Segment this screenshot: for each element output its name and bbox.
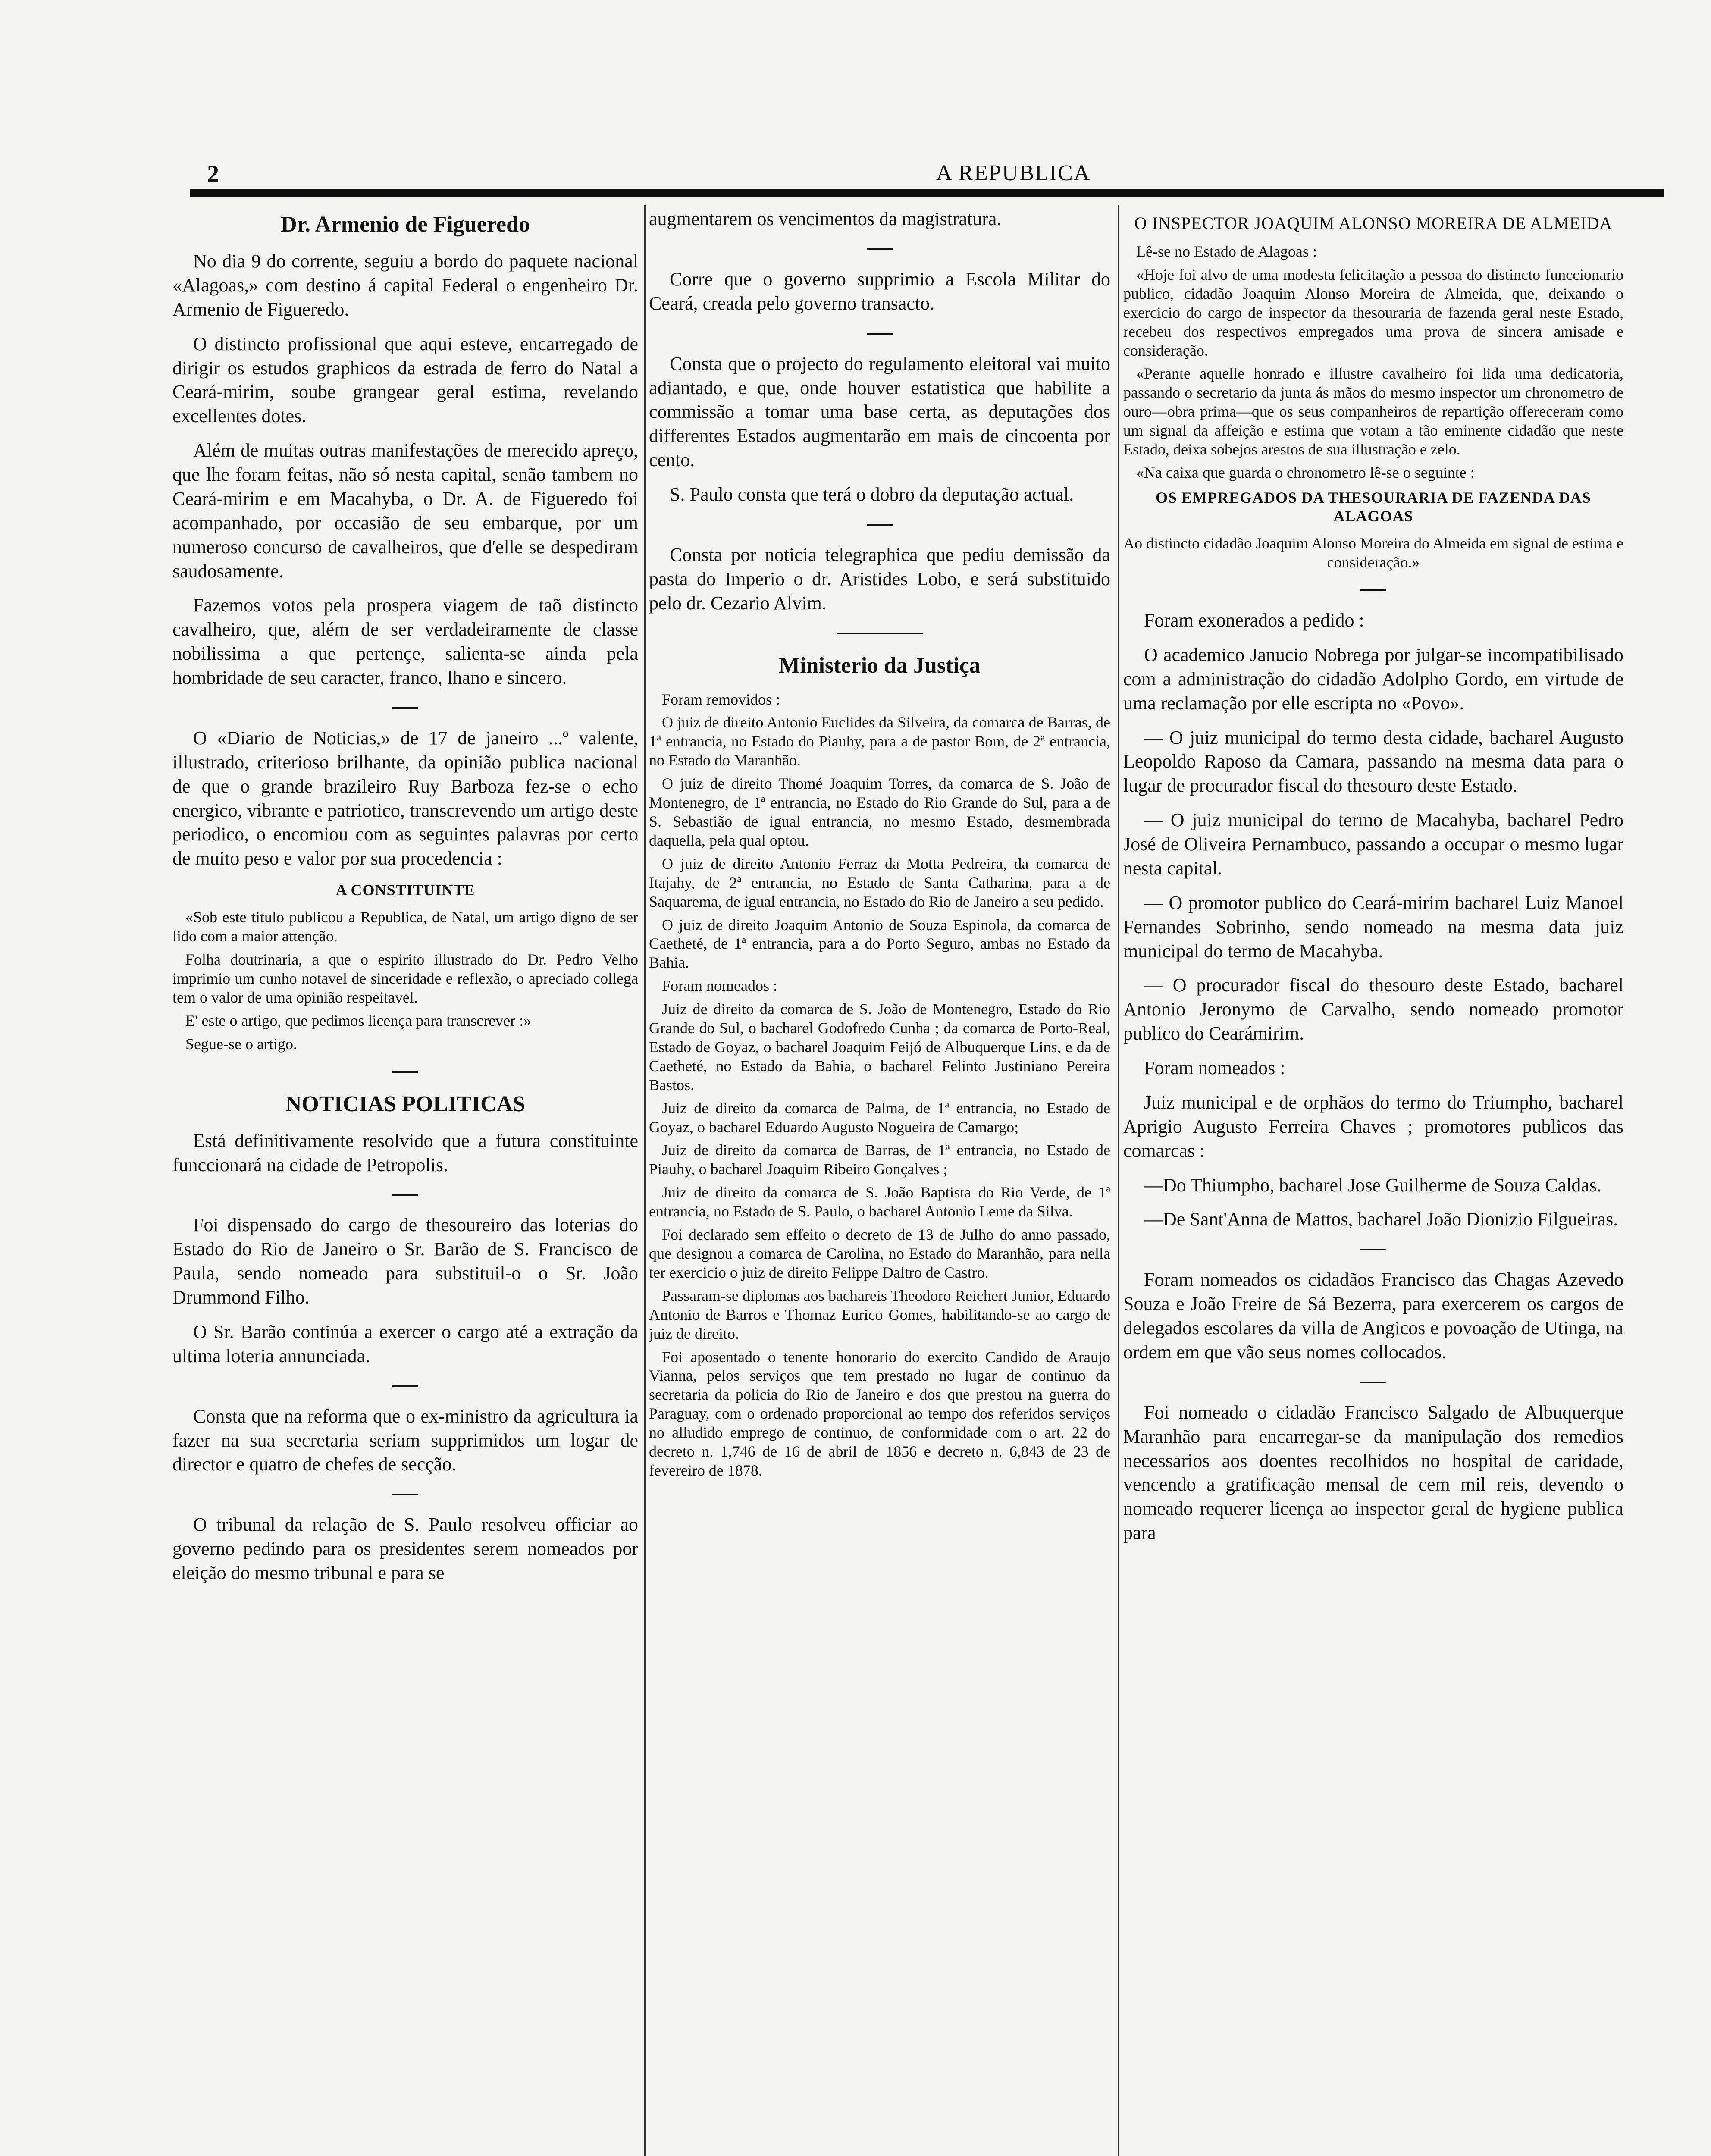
article-paragraph: O distincto profissional que aqui esteve, encarregado de dirigir os estudos graphicos da estrada de ferro do Natal a Ceará-mirim, soube grangear geral estima, revelando excellentes dotes. xyxy=(172,333,638,427)
separator xyxy=(649,328,1110,340)
news-paragraph: Consta por noticia telegraphica que pediu demissão da pasta do Imperio o dr. Aristides Lobo, e será substituido pelo dr. Cezario Alvim. xyxy=(649,544,1110,614)
news-paragraph: O tribunal da relação de S. Paulo resolveu officiar ao governo pedindo para os presidentes serem nomeados por eleição do mesmo tribunal e para se xyxy=(172,1514,638,1584)
ministry-paragraph: Juiz de direito da comarca de Barras, de 1ª entrancia, no Estado de Piauhy, o bacharel Joaquim Ribeiro Gonçalves ; xyxy=(649,1141,1110,1178)
appointment-paragraph: — O promotor publico do Ceará-mirim bacharel Luiz Manoel Fernandes Sobrinho, sendo nomeado na mesma data juiz municipal do termo de Macahyba. xyxy=(1123,892,1623,962)
article-paragraph: No dia 9 do corrente, seguiu a bordo do paquete nacional «Alagoas,» com destino á capital Federal o engenheiro Dr. Armenio de Figueredo. xyxy=(172,251,638,320)
separator xyxy=(172,1189,638,1201)
column-2 xyxy=(649,207,1110,2156)
section-heading: Ministerio da Justiça xyxy=(779,653,981,678)
article-paragraph: Lê-se no Estado de Alagoas : xyxy=(1136,243,1317,260)
article-subheading: A CONSTITUINTE xyxy=(335,881,475,899)
article-paragraph: «Perante aquelle honrado e illustre cavalheiro foi lida uma dedicatoria, passando o secretario da junta ás mãos do mesmo inspector um chronometro de ouro—obra prima—que os seus companheiros de repartição offereceram como um signal da affeição e estima que votam a tão eminente cidadão que neste Estado, deixa sobejos arestos de sua illustração e zelo. xyxy=(1123,365,1623,458)
news-paragraph: O Sr. Barão continúa a exercer o cargo até a extração da ultima loteria annunciada. xyxy=(172,1321,638,1366)
news-paragraph: Corre que o governo supprimio a Escola Militar do Ceará, creada pelo governo transacto. xyxy=(649,268,1110,314)
separator xyxy=(649,519,1110,531)
appointment-paragraph: —Do Thiumpho, bacharel Jose Guilherme de Souza Caldas. xyxy=(1144,1174,1602,1196)
separator xyxy=(649,243,1110,255)
appointment-paragraph: Foram nomeados os cidadãos Francisco das Chagas Azevedo Souza e João Freire de Sá Bezerra, para exercerem os cargos de delegados escolares da villa de Angicos e povoação de Utinga, na ordem em que vão seus nomes collocados. xyxy=(1123,1269,1623,1363)
quote-paragraph: Segue-se o artigo. xyxy=(185,1035,297,1053)
separator xyxy=(172,1489,638,1501)
section-heading: NOTICIAS POLITICAS xyxy=(285,1091,526,1116)
article-paragraph: «Hoje foi alvo de uma modesta felicitação a pessoa do distincto funccionario publico, cidadão Joaquim Alonso Moreira de Almeida, que, deixando o exercicio do cargo de inspector da thesouraria de fazenda geral neste Estado, recebeu dos respectivos empregados uma prova de sincera amisade e consideração. xyxy=(1123,266,1623,359)
ministry-paragraph: O juiz de direito Thomé Joaquim Torres, da comarca de S. João de Montenegro, de 1ª entrancia, no Estado do Rio Grande do Sul, para a de S. Sebastião de igual entrancia, no mesmo Estado, desmembrada daquella, pela qual optou. xyxy=(649,775,1110,849)
masthead-title: A REPUBLICA xyxy=(936,161,1091,185)
article-paragraph: O «Diario de Noticias,» de 17 de janeiro ...º valente, illustrado, criterioso brilhante, da opinião publica nacional de que o grande brazileiro Ruy Barboza fez-se o echo energico, vibrante e patriotico, transcrevendo um artigo deste periodico, o encomiou com as seguintes palavras por certo de muito peso e valor por sua procedencia : xyxy=(172,727,638,869)
separator xyxy=(649,627,1110,639)
separator xyxy=(172,1066,638,1078)
news-paragraph: Está definitivamente resolvido que a futura constituinte funccionará na cidade de Petropolis. xyxy=(172,1130,638,1175)
separator xyxy=(1123,584,1623,596)
quote-paragraph: E' este o artigo, que pedimos licença para transcrever :» xyxy=(185,1012,532,1029)
article-paragraph: Além de muitas outras manifestações de merecido apreço, que lhe foram feitas, não só nesta capital, senão tambem no Ceará-mirim e em Macahyba, o Dr. A. de Figueredo foi acompanhado, por occasião de seu embarque, por um numeroso concurso de cavalheiros, que d'elle se despediram saudosamente. xyxy=(172,440,638,582)
ministry-paragraph: Passaram-se diplomas aos bachareis Theodoro Reichert Junior, Eduardo Antonio de Barros e Thomaz Eurico Gomes, habilitando-se ao cargo de juiz de direito. xyxy=(649,1287,1110,1342)
quote-paragraph: «Sob este titulo publicou a Republica, de Natal, um artigo digno de ser lido com a maior attenção. xyxy=(172,909,638,945)
ministry-paragraph: Juiz de direito da comarca de S. João Baptista do Rio Verde, de 1ª entrancia, no Estado de S. Paulo, o bacharel Antonio Leme da Silva. xyxy=(649,1184,1110,1220)
ministry-paragraph: Foi aposentado o tenente honorario do exercito Candido de Araujo Vianna, pelos serviços que tem prestado no lugar de continuo da secretaria da policia do Rio de Janeiro e dos que prestou na guerra do Paraguay, com o ordenado proporcional ao tempo dos referidos serviços no alludido emprego de continuo, de conformidade com o art. 22 do decreto n. 1,746 de 16 de abril de 1856 e decreto n. 6,843 de 23 de fevereiro de 1878. xyxy=(649,1348,1110,1479)
news-paragraph: Consta que na reforma que o ex-ministro da agricultura ia fazer na sua secretaria seriam supprimidos um logar de director e quatro de chefes de secção. xyxy=(172,1405,638,1475)
appointment-paragraph: — O juiz municipal do termo de Macahyba, bacharel Pedro José de Oliveira Pernambuco, passando a occupar o mesmo lugar nesta capital. xyxy=(1123,809,1623,879)
ministry-paragraph: Foi declarado sem effeito o decreto de 13 de Julho do anno passado, que designou a comarca de Carolina, no Estado do Maranhão, para nella ter exercicio o juiz de direito Felippe Daltro de Castro. xyxy=(649,1226,1110,1281)
dedication-heading: OS EMPREGADOS DA THESOURARIA DE FAZENDA DAS ALAGOAS xyxy=(1156,489,1591,525)
article-heading: O INSPECTOR JOAQUIM ALONSO MOREIRA DE ALMEIDA xyxy=(1134,213,1613,233)
ministry-paragraph: Foram nomeados : xyxy=(662,977,777,995)
appointment-paragraph: — O procurador fiscal do thesouro deste Estado, bacharel Antonio Jeronymo de Carvalho, sendo nomeado promotor publico do Cearámirim. xyxy=(1123,975,1623,1044)
appointment-paragraph: O academico Janucio Nobrega por julgar-se incompatibilisado com a administração do cidadão Adolpho Gordo, em virtude de uma reclamação por elle escripta no «Povo». xyxy=(1123,644,1623,714)
ministry-paragraph: O juiz de direito Joaquim Antonio de Souza Espinola, da comarca de Caetheté, de 1ª entrancia, para a do Porto Seguro, ambas no Estado da Bahia. xyxy=(649,916,1110,971)
news-paragraph: augmentarem os vencimentos da magistratura. xyxy=(649,208,1002,229)
appointment-paragraph: Juiz municipal e de orphãos do termo do Triumpho, bacharel Aprigio Augusto Ferreira Chaves ; promotores publicos das comarcas : xyxy=(1123,1091,1623,1161)
news-paragraph: S. Paulo consta que terá o dobro da deputação actual. xyxy=(670,484,1074,505)
article-heading: Dr. Armenio de Figueredo xyxy=(281,212,530,237)
ministry-paragraph: Juiz de direito da comarca de S. João de Montenegro, Estado do Rio Grande do Sul, o bacharel Godofredo Cunha ; da comarca de Porto-Real, Estado de Goyaz, o bacharel Joaquim Feijó de Albuquerque Lins, e da de Caetheté, no Estado da Bahia, o bacharel Felinto Justiniano Pereira Bastos. xyxy=(649,1000,1110,1094)
news-paragraph: Consta que o projecto do regulamento eleitoral vai muito adiantado, e que, onde houver estatistica que habilite a commissão a tomar uma base certa, as deputações dos differentes Estados augmentarão em mais de cincoenta por cento. xyxy=(649,353,1110,471)
ministry-paragraph: Foram removidos : xyxy=(662,690,780,708)
separator xyxy=(172,1380,638,1392)
page-number: 2 xyxy=(207,161,219,188)
ministry-paragraph: O juiz de direito Antonio Euclides da Silveira, da comarca de Barras, de 1ª entrancia, no Estado do Piauhy, para a de pastor Bom, de 2ª entrancia, no Estado do Maranhão. xyxy=(649,714,1110,769)
dedication-text: Ao distincto cidadão Joaquim Alonso Moreira do Almeida em signal de estima e consideração.» xyxy=(1123,535,1623,571)
column-1 xyxy=(172,207,638,2156)
separator xyxy=(172,702,638,714)
article-paragraph: Fazemos votos pela prospera viagem de taõ distincto cavalheiro, que, além de ser verdadeiramente de classe nobilissima a que pertençe, salienta-se ainda pela hombridade de seu caracter, franco, lhano e sincero. xyxy=(172,595,638,689)
ministry-paragraph: Juiz de direito da comarca de Palma, de 1ª entrancia, no Estado de Goyaz, o bacharel Eduardo Augusto Nogueira de Camargo; xyxy=(649,1099,1110,1136)
column-rule xyxy=(1118,205,1119,2156)
column-rule xyxy=(644,205,646,2156)
article-paragraph: «Na caixa que guarda o chronometro lê-se o seguinte : xyxy=(1136,464,1475,481)
separator xyxy=(1123,1376,1623,1388)
ministry-paragraph: O juiz de direito Antonio Ferraz da Motta Pedreira, da comarca de Itajahy, de 2ª entrancia, no Estado de Santa Catharina, para a de Saquarema, de igual entrancia, no Estado do Rio de Janeiro a seu pedido. xyxy=(649,855,1110,910)
appointment-paragraph: —De Sant'Anna de Mattos, bacharel João Dionizio Filgueiras. xyxy=(1144,1209,1618,1230)
appointment-paragraph: — O juiz municipal do termo desta cidade, bacharel Augusto Leopoldo Raposo da Camara, passando na mesma data para o lugar de procurador fiscal do thesouro deste Estado. xyxy=(1123,727,1623,796)
appointment-paragraph: Foram nomeados : xyxy=(1144,1057,1285,1079)
news-paragraph: Foi dispensado do cargo de thesoureiro das loterias do Estado do Rio de Janeiro o Sr. Barão de S. Francisco de Paula, sendo nomeado para substituil-o o Sr. João Drummond Filho. xyxy=(172,1214,638,1308)
separator xyxy=(1123,1244,1623,1256)
quote-paragraph: Folha doutrinaria, a que o espirito illustrado do Dr. Pedro Velho imprimio um cunho notavel de sinceridade e reflexão, o apreciado collega tem o valor de uma opinião respeitavel. xyxy=(172,951,638,1006)
appointment-paragraph: Foi nomeado o cidadão Francisco Salgado de Albuquerque Maranhão para encarregar-se da manipulação dos remedios necessarios aos doentes recolhidos no hospital de caridade, vencendo a gratificação mensal de cem mil reis, devendo o nomeado requerer licença ao inspector geral de hygiene publica para xyxy=(1123,1401,1623,1544)
appointment-paragraph: Foram exonerados a pedido : xyxy=(1144,610,1364,631)
column-3 xyxy=(1123,207,1623,2156)
top-rule xyxy=(190,189,1664,197)
